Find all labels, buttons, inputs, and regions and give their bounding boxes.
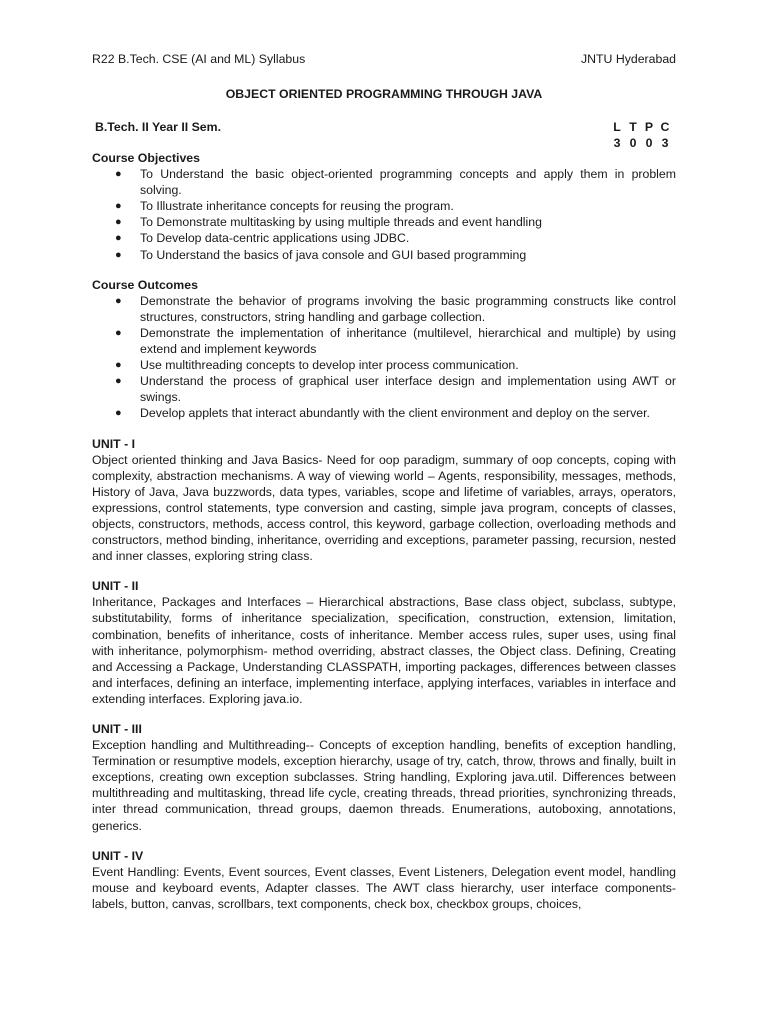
unit-2-text: Inheritance, Packages and Interfaces – Hierarchical abstractions, Base class object, subclass, subtype, substitutability, forms of inheritance specialization, specification, construction, extension, limitation, combination, benefits of inheritance, costs of inheritance. Member access rules, super uses, using final with inheritance, polymorphism- method overriding, abstract classes, the Object class. Defining, Creating and Accessing a Package, Understanding CLASSPATH, importing packages, differences between classes and interfaces, defining an interface, implementing interface, applying interfaces, variables in interface and extending interfaces. Exploring java.io. (92, 595, 676, 706)
list-item-text: Use multithreading concepts to develop inter process communication. (140, 358, 519, 373)
bullet-icon: ● (115, 359, 122, 372)
list-item (115, 373, 676, 405)
list-item-text: To Demonstrate multitasking by using multiple threads and event handling (140, 215, 542, 230)
list-item (115, 405, 676, 421)
ltpc-value-p: 0 (645, 136, 653, 151)
bullet-icon: ● (115, 248, 122, 261)
bullet-icon: ● (115, 232, 122, 245)
unit-1-text: Object oriented thinking and Java Basics- Need for oop paradigm, summary of oop concepts, coping with complexity, abstraction mechanisms. A way of viewing world – Agents, responsibility, messages, methods, History of Java, Java buzzwords, data types, variables, scope and lifetime of variables, arrays, operators, expressions, control statements, type conversion and casting, simple java program, concepts of classes, objects, constructors, methods, access control, this keyword, garbage collection, overloading methods and constructors, method binding, inheritance, overriding and exceptions, parameter passing, recursion, nested and inner classes, exploring string class. (92, 452, 676, 564)
semester-label: B.Tech. II Year II Sem. (95, 120, 221, 134)
list-item-text: Develop applets that interact abundantly with the client environment and deploy on the server. (140, 406, 650, 421)
list-item-text: To Illustrate inheritance concepts for reusing the program. (140, 199, 454, 214)
list-item (115, 230, 676, 246)
bullet-icon: ● (115, 326, 122, 339)
list-item (115, 293, 676, 325)
course-title: OBJECT ORIENTED PROGRAMMING THROUGH JAVA (225, 87, 543, 101)
objectives-title: Course Objectives (92, 151, 200, 165)
list-item-text: Demonstrate the behavior of programs involving the basic programming constructs like control structures, constructors, string handling and garbage collection. (140, 293, 676, 324)
bullet-icon: ● (115, 407, 122, 420)
unit-1-title: UNIT - I (92, 436, 136, 451)
ltpc-label-l: L (613, 120, 621, 134)
unit-2-title: UNIT - II (92, 579, 139, 594)
list-item (115, 198, 676, 214)
bullet-icon: ● (115, 216, 122, 229)
ltpc-table (609, 119, 673, 151)
list-item (115, 214, 676, 230)
bullet-icon: ● (115, 294, 122, 307)
list-item (115, 357, 676, 373)
list-item-text: To Develop data-centric applications using JDBC. (140, 231, 410, 246)
ltpc-label-t: T (629, 120, 637, 134)
list-item-text: To Understand the basics of java console and GUI based programming (140, 247, 527, 262)
ltpc-labels (609, 119, 673, 135)
ltpc-value-t: 0 (629, 136, 637, 151)
list-item (115, 247, 676, 263)
bullet-icon: ● (115, 200, 122, 213)
ltpc-label-c: C (660, 120, 670, 134)
page-header (92, 51, 676, 67)
unit-4-text: Event Handling: Events, Event sources, Event classes, Event Listeners, Delegation event model, handling mouse and keyboard events, Adapter classes. The AWT class hierarchy, user interface components- labels, button, canvas, scrollbars, text components, check box, checkbox groups, choices, (92, 864, 676, 911)
list-item (115, 166, 676, 198)
outcomes-title: Course Outcomes (92, 277, 198, 292)
ltpc-label-p: P (644, 120, 654, 134)
list-item-text: Understand the process of graphical user interface design and implementation using AWT or swings. (140, 374, 676, 405)
outcomes-list (92, 293, 676, 422)
unit-3-title: UNIT - III (92, 722, 142, 736)
header-left: R22 B.Tech. CSE (AI and ML) Syllabus (92, 52, 306, 66)
list-item (115, 325, 676, 357)
header-right: JNTU Hyderabad (581, 52, 676, 66)
objectives-list (92, 166, 676, 263)
bullet-icon: ● (115, 375, 122, 388)
unit-4-title: UNIT - IV (92, 848, 144, 863)
syllabus-body (92, 150, 676, 912)
bullet-icon: ● (115, 168, 122, 181)
ltpc-value-l: 3 (613, 136, 621, 151)
unit-3-text: Exception handling and Multithreading-- Concepts of exception handling, benefits of exception handling, Termination or resumptive models, exception hierarchy, usage of try, catch, throw, throws and finally, built in exceptions, creating own exception subclasses. String handling, Exploring java.util. Differences between multithreading and multitasking, thread life cycle, creating threads, thread priorities, synchronizing threads, inter thread communication, thread groups, daemon threads. Enumerations, autoboxing, annotations, generics. (92, 738, 676, 833)
list-item-text: Demonstrate the implementation of inheritance (multilevel, hierarchical and multiple) by using extend and implement keywords (140, 325, 676, 357)
list-item-text: To Understand the basic object-oriented programming concepts and apply them in problem solving. (140, 167, 676, 198)
ltpc-values (609, 135, 673, 151)
ltpc-value-c: 3 (661, 136, 669, 151)
